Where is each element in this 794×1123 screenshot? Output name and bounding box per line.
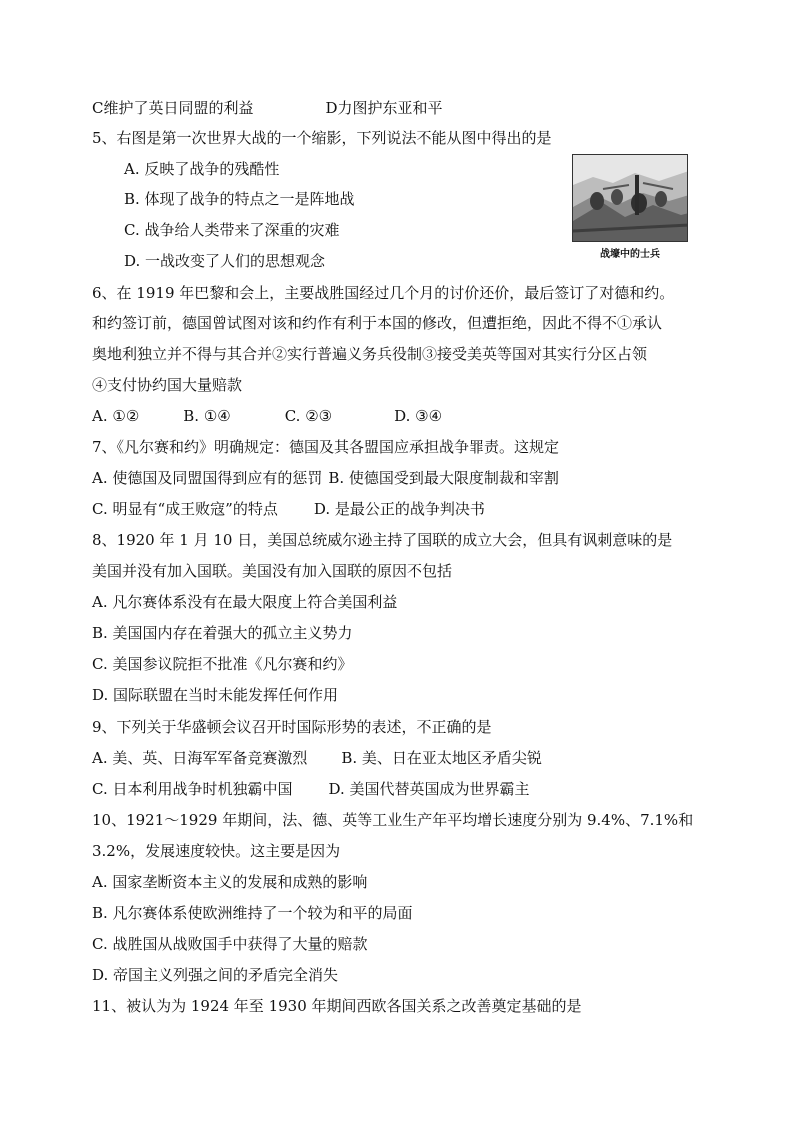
q7-options-ab [92, 468, 559, 488]
question-6-line-3: 奥地利独立并不得与其合并②实行普遍义务兵役制③接受美英等国对其实行分区占领 [92, 345, 648, 363]
q10-option-a: A. 国家垄断资本主义的发展和成熟的影响 [92, 873, 368, 891]
q9-option-b: B. 美、日在亚太地区矛盾尖锐 [341, 749, 542, 767]
q6-option-a: A. ①② [92, 407, 140, 425]
question-5: 5、右图是第一次世界大战的一个缩影，下列说法不能从图中得出的是 [92, 129, 552, 147]
q6-option-b: B. ①④ [183, 407, 231, 425]
question-10-line-2: 3.2%，发展速度较快。这主要是因为 [92, 842, 341, 860]
photo-illustration [573, 155, 688, 242]
question-11: 11、被认为为 1924 年至 1930 年期间西欧各国关系之改善奠定基础的是 [92, 997, 582, 1015]
question-6-line-4: ④支付协约国大量赔款 [92, 376, 243, 394]
option-d: D力图护东亚和平 [325, 99, 443, 117]
question-10-line-1: 10、1921～1929 年期间，法、德、英等工业生产年平均增长速度分别为 9.4%、7.1%和 [92, 811, 694, 829]
q8-option-b: B. 美国国内存在着强大的孤立主义势力 [92, 624, 353, 642]
question-6-line-2: 和约签订前，德国曾试图对该和约作有利于本国的修改，但遭拒绝，因此不得不①承认 [92, 314, 663, 332]
figure-caption: 战壕中的士兵 [600, 249, 660, 260]
q10-option-d: D. 帝国主义列强之间的矛盾完全消失 [92, 966, 339, 984]
trench-figure [572, 154, 688, 268]
q5-option-b: B. 体现了战争的特点之一是阵地战 [124, 190, 355, 208]
q7-option-b: B. 使德国受到最大限度制裁和宰割 [328, 469, 559, 487]
q6-options [92, 406, 442, 426]
q9-option-c: C. 日本利用战争时机独霸中国 [92, 780, 293, 798]
q6-option-c: C. ②③ [284, 407, 333, 425]
question-8-line-1: 8、1920 年 1 月 10 日，美国总统威尔逊主持了国联的成立大会，但具有讽刺意味的是 [92, 531, 673, 549]
q8-option-a: A. 凡尔赛体系没有在最大限度上符合美国利益 [92, 593, 398, 611]
trench-soldiers-photo [572, 154, 688, 242]
q7-option-c: C. 明显有“成王败寇”的特点 [92, 500, 278, 518]
question-6-line-1: 6、在 1919 年巴黎和会上，主要战胜国经过几个月的讨价还价，最后签订了对德和约。 [92, 284, 675, 302]
q9-options-cd [92, 779, 530, 799]
q9-option-a: A. 美、英、日海军军备竞赛激烈 [92, 749, 308, 767]
q9-option-d: D. 美国代替英国成为世界霸主 [328, 780, 530, 798]
option-c: C维护了英日同盟的利益 [92, 99, 254, 117]
q5-option-c: C. 战争给人类带来了深重的灾难 [124, 221, 340, 239]
q9-options-ab [92, 748, 542, 768]
q7-option-a: A. 使德国及同盟国得到应有的惩罚 [92, 469, 323, 487]
question-9: 9、下列关于华盛顿会议召开时国际形势的表述，不正确的是 [92, 718, 492, 736]
q8-option-d: D. 国际联盟在当时未能发挥任何作用 [92, 686, 339, 704]
q10-option-c: C. 战胜国从战败国手中获得了大量的赔款 [92, 935, 368, 953]
q7-options-cd [92, 499, 485, 519]
question-7: 7、《凡尔赛和约》明确规定：德国及其各盟国应承担战争罪责。这规定 [92, 438, 560, 456]
question-8-line-2: 美国并没有加入国联。美国没有加入国联的原因不包括 [92, 562, 453, 580]
q4-options-cd [92, 98, 443, 118]
q6-option-d: D. ③④ [394, 407, 443, 425]
q8-option-c: C. 美国参议院拒不批准《凡尔赛和约》 [92, 655, 353, 673]
q5-option-a: A. 反映了战争的残酷性 [124, 160, 280, 178]
q10-option-b: B. 凡尔赛体系使欧洲维持了一个较为和平的局面 [92, 904, 413, 922]
q5-option-d: D. 一战改变了人们的思想观念 [124, 252, 326, 270]
q7-option-d: D. 是最公正的战争判决书 [313, 500, 485, 518]
